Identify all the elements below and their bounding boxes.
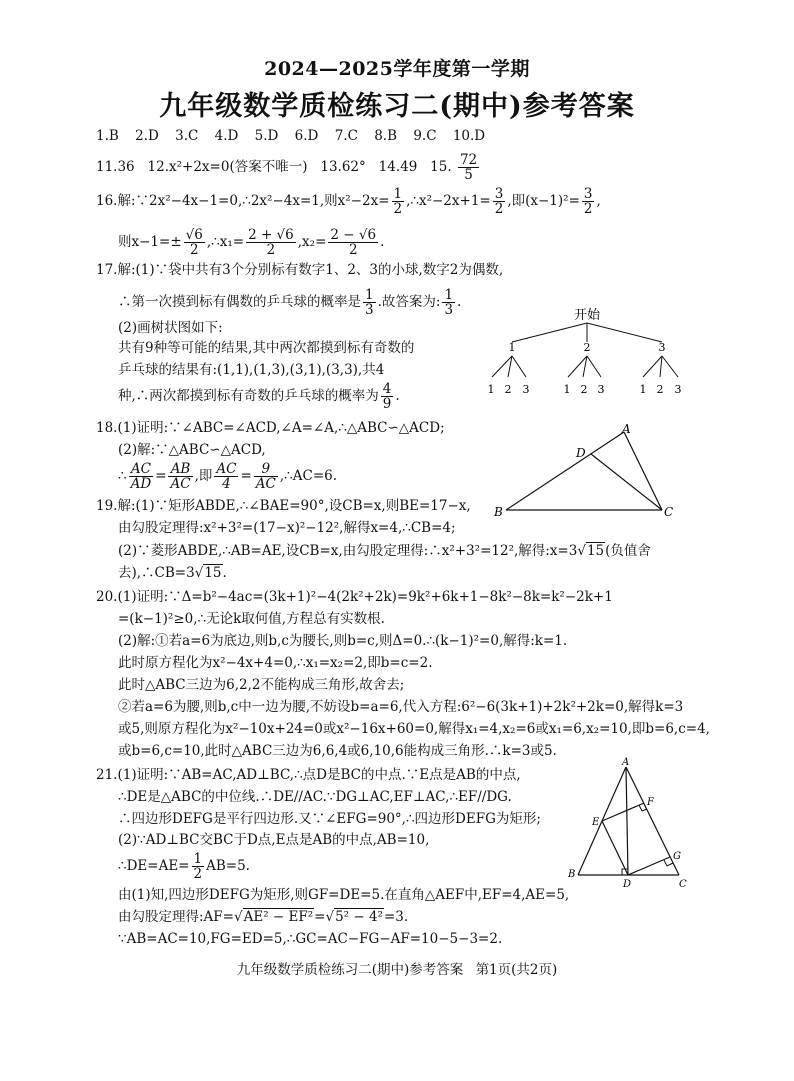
tree-edge — [568, 356, 587, 377]
segment-ed — [602, 821, 628, 875]
tree-leaf: 2 — [656, 383, 664, 396]
q16-text: 则x−1=± — [118, 234, 182, 251]
q21-line-4: (2)∵AD⊥BC交BC于D点,E点是AB的中点,AB=10, — [118, 832, 430, 848]
q21-text: 由勾股定理得:AF=√ — [118, 909, 243, 925]
fraction — [442, 288, 455, 317]
fill-answer-15-label: 15. — [430, 159, 452, 176]
fraction-numerator: 4 — [382, 381, 392, 397]
point-label-b: B — [568, 869, 576, 880]
q21-line-2: ∴DE是△ABC的中位线.∴DE//AC.∵DG⊥AC,EF⊥AC,∴EF//DG. — [118, 789, 512, 805]
point-label-a: A — [622, 422, 631, 436]
choice-answer: 2.D — [135, 128, 159, 144]
fraction-denominator: 2 — [494, 201, 504, 218]
fill-answer-14: 14.49 — [378, 159, 418, 176]
fraction — [493, 187, 506, 216]
fraction-denominator: AC — [255, 476, 276, 493]
q17-text: .故答案为: — [377, 294, 441, 311]
q17-line-3: (2)画树状图如下: — [118, 320, 223, 336]
fraction-denominator: 2 — [189, 242, 199, 259]
choice-answer: 9.C — [413, 128, 437, 144]
fraction — [254, 462, 278, 491]
choice-answer: 6.D — [294, 128, 319, 144]
tree-leaf: 1 — [563, 383, 571, 396]
tree-edge — [662, 356, 678, 377]
tree-node: 1 — [508, 341, 516, 354]
q18-line-3 — [118, 462, 337, 491]
q18-text: = — [155, 468, 167, 485]
fraction-numerator: 9 — [254, 462, 278, 477]
q18-text: ,∴AC=6. — [279, 468, 338, 485]
tree-leaf: 1 — [639, 383, 647, 396]
q19-text: 去),∴CB=3√ — [118, 565, 204, 581]
choice-answer: 3.C — [175, 128, 199, 144]
q20-line-5: 此时△ABC三边为6,2,2不能构成三角形,故舍去; — [118, 677, 405, 693]
fraction — [214, 462, 238, 491]
tree-root-label: 开始 — [573, 308, 601, 323]
q16-text: ,∴x²−2x+1= — [406, 193, 491, 210]
fraction-denominator: 3 — [365, 302, 374, 319]
segment-dg — [628, 857, 670, 875]
q20-line-4: 此时原方程化为x²−4x+4=0,∴x₁=x₂=2,即b=c=2. — [118, 655, 433, 671]
q19-text: . — [222, 565, 227, 581]
q19-text: (2)∵菱形ABDE,∴AB=AE,设CB=x,由勾股定理得:∴x²+3²=12²,解得:x=3√ — [118, 543, 586, 559]
q16-text: ,∴x₁= — [206, 234, 245, 251]
fraction-denominator: AD — [130, 476, 152, 493]
tree-leaf: 2 — [504, 383, 512, 396]
q17-line-4: 共有9种等可能的结果,其中两次都摸到标有奇数的 — [118, 340, 415, 356]
fraction-denominator: 2 — [193, 866, 203, 883]
fraction — [582, 187, 595, 216]
q16-text: ,即(x−1)²= — [507, 193, 580, 210]
q20-line-8: 或b=6,c=10,此时△ABC三边为6,6,4或6,10,6能构成三角形.∴k=3或5. — [118, 743, 557, 759]
tree-leaf: 3 — [674, 383, 682, 396]
fraction-numerator: 1 — [193, 851, 203, 867]
point-label-e: E — [592, 817, 600, 828]
q17-text: . — [395, 388, 400, 405]
fraction-denominator: 2 — [348, 242, 358, 259]
tree-edge — [587, 356, 601, 377]
point-label-g: G — [673, 851, 681, 862]
term-title: 2024—2025学年度第一学期 — [264, 58, 530, 80]
q18-text: ,即 — [194, 468, 213, 485]
q21-line-7 — [118, 909, 408, 925]
triangle-figure-21 — [566, 755, 696, 895]
q21-line-8: ∵AB=AC=10,FG=ED=5,∴GC=AC−FG−AF=10−5−3=2. — [118, 931, 503, 947]
q19-line-1: 19.解:(1)∵矩形ABDE,∴∠BAE=90°,设CB=x,则BE=17−x, — [96, 498, 471, 514]
q16-text: 16.解:∵2x²−4x−1=0,∴2x²−4x=1,则x²−2x= — [96, 193, 390, 210]
q21-line-1: 21.(1)证明:∵AB=AC,AD⊥BC,∴点D是BC的中点.∵E点是AB的中点, — [96, 767, 521, 783]
point-label-c: C — [679, 879, 687, 890]
point-label-a: A — [622, 757, 630, 768]
tree-diagram — [470, 305, 710, 405]
q16-line-1 — [96, 187, 601, 216]
q20-line-2: =(k−1)²≥0,∴无论k取何值,方程总有实数根. — [118, 611, 385, 627]
fraction-numerator: √6 — [185, 227, 203, 243]
q17-text: . — [457, 294, 462, 311]
radicand: 5² − 4² — [335, 909, 383, 925]
segment-ac — [624, 432, 662, 510]
fraction-denominator: 2 — [583, 201, 593, 218]
tree-leaf: 1 — [487, 383, 495, 396]
point-label-c: C — [664, 505, 674, 519]
tree-edge — [512, 356, 526, 377]
fraction — [168, 462, 192, 491]
fill-answer-13: 13.62° — [320, 159, 366, 176]
fraction-numerator: 2 − √6 — [330, 227, 377, 243]
fraction-denominator: 2 — [266, 242, 276, 259]
fraction — [328, 228, 378, 257]
q19-line-3 — [118, 543, 651, 559]
fraction-numerator: AC — [129, 462, 154, 477]
q17-line-1: 17.解:(1)∵袋中共有3个分别标有数字1、2、3的小球,数字2为偶数, — [96, 262, 504, 278]
q20-line-7: 或5,则原方程化为x²−10x+24=0或x²−16x+60=0,解得x₁=4,x₂=6或x₁=6,x₂=10,即b=6,c=4, — [118, 721, 710, 737]
radicand: 15 — [204, 565, 222, 581]
choice-answer: 1.B — [96, 128, 119, 144]
q21-text: ∴DE=AE= — [118, 858, 190, 875]
q17-line-5: 乒乓球的结果有:(1,1),(1,3),(3,1),(3,3),共4 — [118, 362, 385, 378]
q19-text: (负值舍 — [605, 543, 651, 559]
segment-ac — [626, 767, 679, 875]
q17-line-6 — [118, 382, 400, 411]
radicand: 15 — [586, 543, 605, 559]
q17-line-2 — [118, 288, 461, 317]
fill-answer-11: 11.36 — [96, 159, 135, 176]
choice-answer: 5.D — [254, 128, 279, 144]
fraction-numerator: 3 — [583, 186, 593, 202]
q21-line-6: 由(1)知,四边形DEFG为矩形,则GF=DE=5.在直角△AEF中,EF=4,AE=5, — [118, 887, 570, 903]
fraction — [363, 288, 376, 317]
fraction-numerator: AC — [216, 461, 237, 477]
q21-text: =3. — [383, 909, 409, 925]
q18-text: = — [240, 468, 252, 485]
tree-edge — [643, 356, 662, 377]
fraction-denominator: 2 — [393, 201, 403, 218]
tree-edge — [660, 356, 662, 377]
q21-line-3: ∴四边形DEFG是平行四边形.又∵∠EFG=90°,∴四边形DEFG为矩形; — [118, 811, 541, 827]
choice-answer: 10.D — [452, 128, 486, 144]
segment-ad — [626, 767, 628, 875]
tree-node: 3 — [658, 341, 666, 354]
q20-line-6: ②若a=6为腰,则b,c中一边为腰,不妨设b=a=6,代入方程:6²−6(3k+1)+2k²+2k=0,解得k=3 — [118, 699, 684, 715]
tree-leaf: 2 — [580, 383, 588, 396]
q19-line-2: 由勾股定理得:x²+3²=(17−x)²−12²,解得x=4,∴CB=4; — [118, 520, 456, 536]
choice-answer: 7.C — [334, 128, 358, 144]
choice-answer: 8.B — [374, 128, 398, 144]
q20-line-1: 20.(1)证明:∵Δ=b²−4ac=(3k+1)²−4(2k²+2k)=9k²+6k+1−8k²−8k=k²−2k+1 — [96, 589, 613, 605]
fraction — [381, 382, 394, 411]
point-label-b: B — [494, 505, 503, 519]
q16-text: . — [380, 234, 385, 251]
q16-line-2 — [118, 228, 384, 257]
triangle-figure-18 — [490, 422, 690, 522]
fraction-numerator: AB — [168, 462, 192, 477]
fraction-numerator: 3 — [494, 186, 504, 202]
fraction-numerator: 1 — [444, 287, 454, 303]
fill-answers-row — [96, 153, 481, 182]
fraction-denominator: 9 — [382, 396, 392, 413]
fraction — [392, 187, 405, 216]
q16-text: , — [596, 193, 601, 210]
q19-line-4 — [118, 565, 227, 581]
q17-text: ∴第一次摸到标有偶数的乒乓球的概率是 — [118, 294, 361, 311]
segment-ba — [506, 432, 624, 510]
fraction-numerator: 1 — [365, 287, 374, 303]
q21-text: =√ — [314, 909, 335, 925]
page-footer — [0, 958, 794, 978]
tree-node: 2 — [583, 341, 591, 354]
fraction — [184, 228, 205, 257]
footer-title: 九年级数学质检练习二(期中)参考答案 — [236, 962, 464, 978]
fill-answer-15-fraction — [458, 153, 479, 182]
fraction-numerator: 1 — [393, 186, 403, 202]
q18-line-2: (2)解:∵△ABC∽△ACD, — [118, 442, 266, 458]
segment-dc — [591, 454, 662, 510]
choice-answer: 4.D — [214, 128, 239, 144]
q20-line-3: (2)解:①若a=6为底边,则b,c为腰长,则b=c,则Δ=0.∴(k−1)²=0,解得:k=1. — [118, 633, 568, 649]
q18-line-1: 18.(1)证明:∵∠ABC=∠ACD,∠A=∠A,∴△ABC∽△ACD; — [96, 420, 445, 436]
footer-page-number: 第1页(共2页) — [475, 962, 558, 978]
fraction-denominator: 5 — [464, 167, 473, 184]
tree-edge — [512, 323, 587, 342]
fraction-denominator: AC — [170, 476, 191, 493]
q21-text: AB=5. — [206, 858, 250, 875]
fraction-numerator: 72 — [459, 152, 478, 168]
tree-leaf: 3 — [597, 383, 605, 396]
tree-leaf: 3 — [522, 383, 530, 396]
point-label-f: F — [647, 797, 654, 808]
fraction — [129, 462, 154, 491]
page-title: 九年级数学质检练习二(期中)参考答案 — [159, 91, 635, 122]
q17-text: 种,∴两次都摸到标有奇数的乒乓球的概率为 — [118, 388, 379, 405]
fill-answer-12: 12.x²+2x=0(答案不唯一) — [147, 159, 308, 176]
tree-edge — [587, 323, 662, 342]
q18-text: ∴ — [118, 468, 127, 485]
point-label-d: D — [623, 879, 632, 890]
fraction — [246, 228, 296, 257]
q21-line-5 — [118, 852, 250, 881]
q16-text: ,x₂= — [297, 234, 327, 251]
point-label-d: D — [576, 446, 586, 460]
fraction — [192, 852, 205, 881]
fraction-denominator: 4 — [222, 476, 231, 493]
fraction-numerator: 2 + √6 — [248, 227, 294, 243]
radicand: AE² − EF² — [243, 909, 314, 925]
choice-answers-row — [96, 128, 497, 144]
fraction-denominator: 3 — [444, 302, 454, 319]
